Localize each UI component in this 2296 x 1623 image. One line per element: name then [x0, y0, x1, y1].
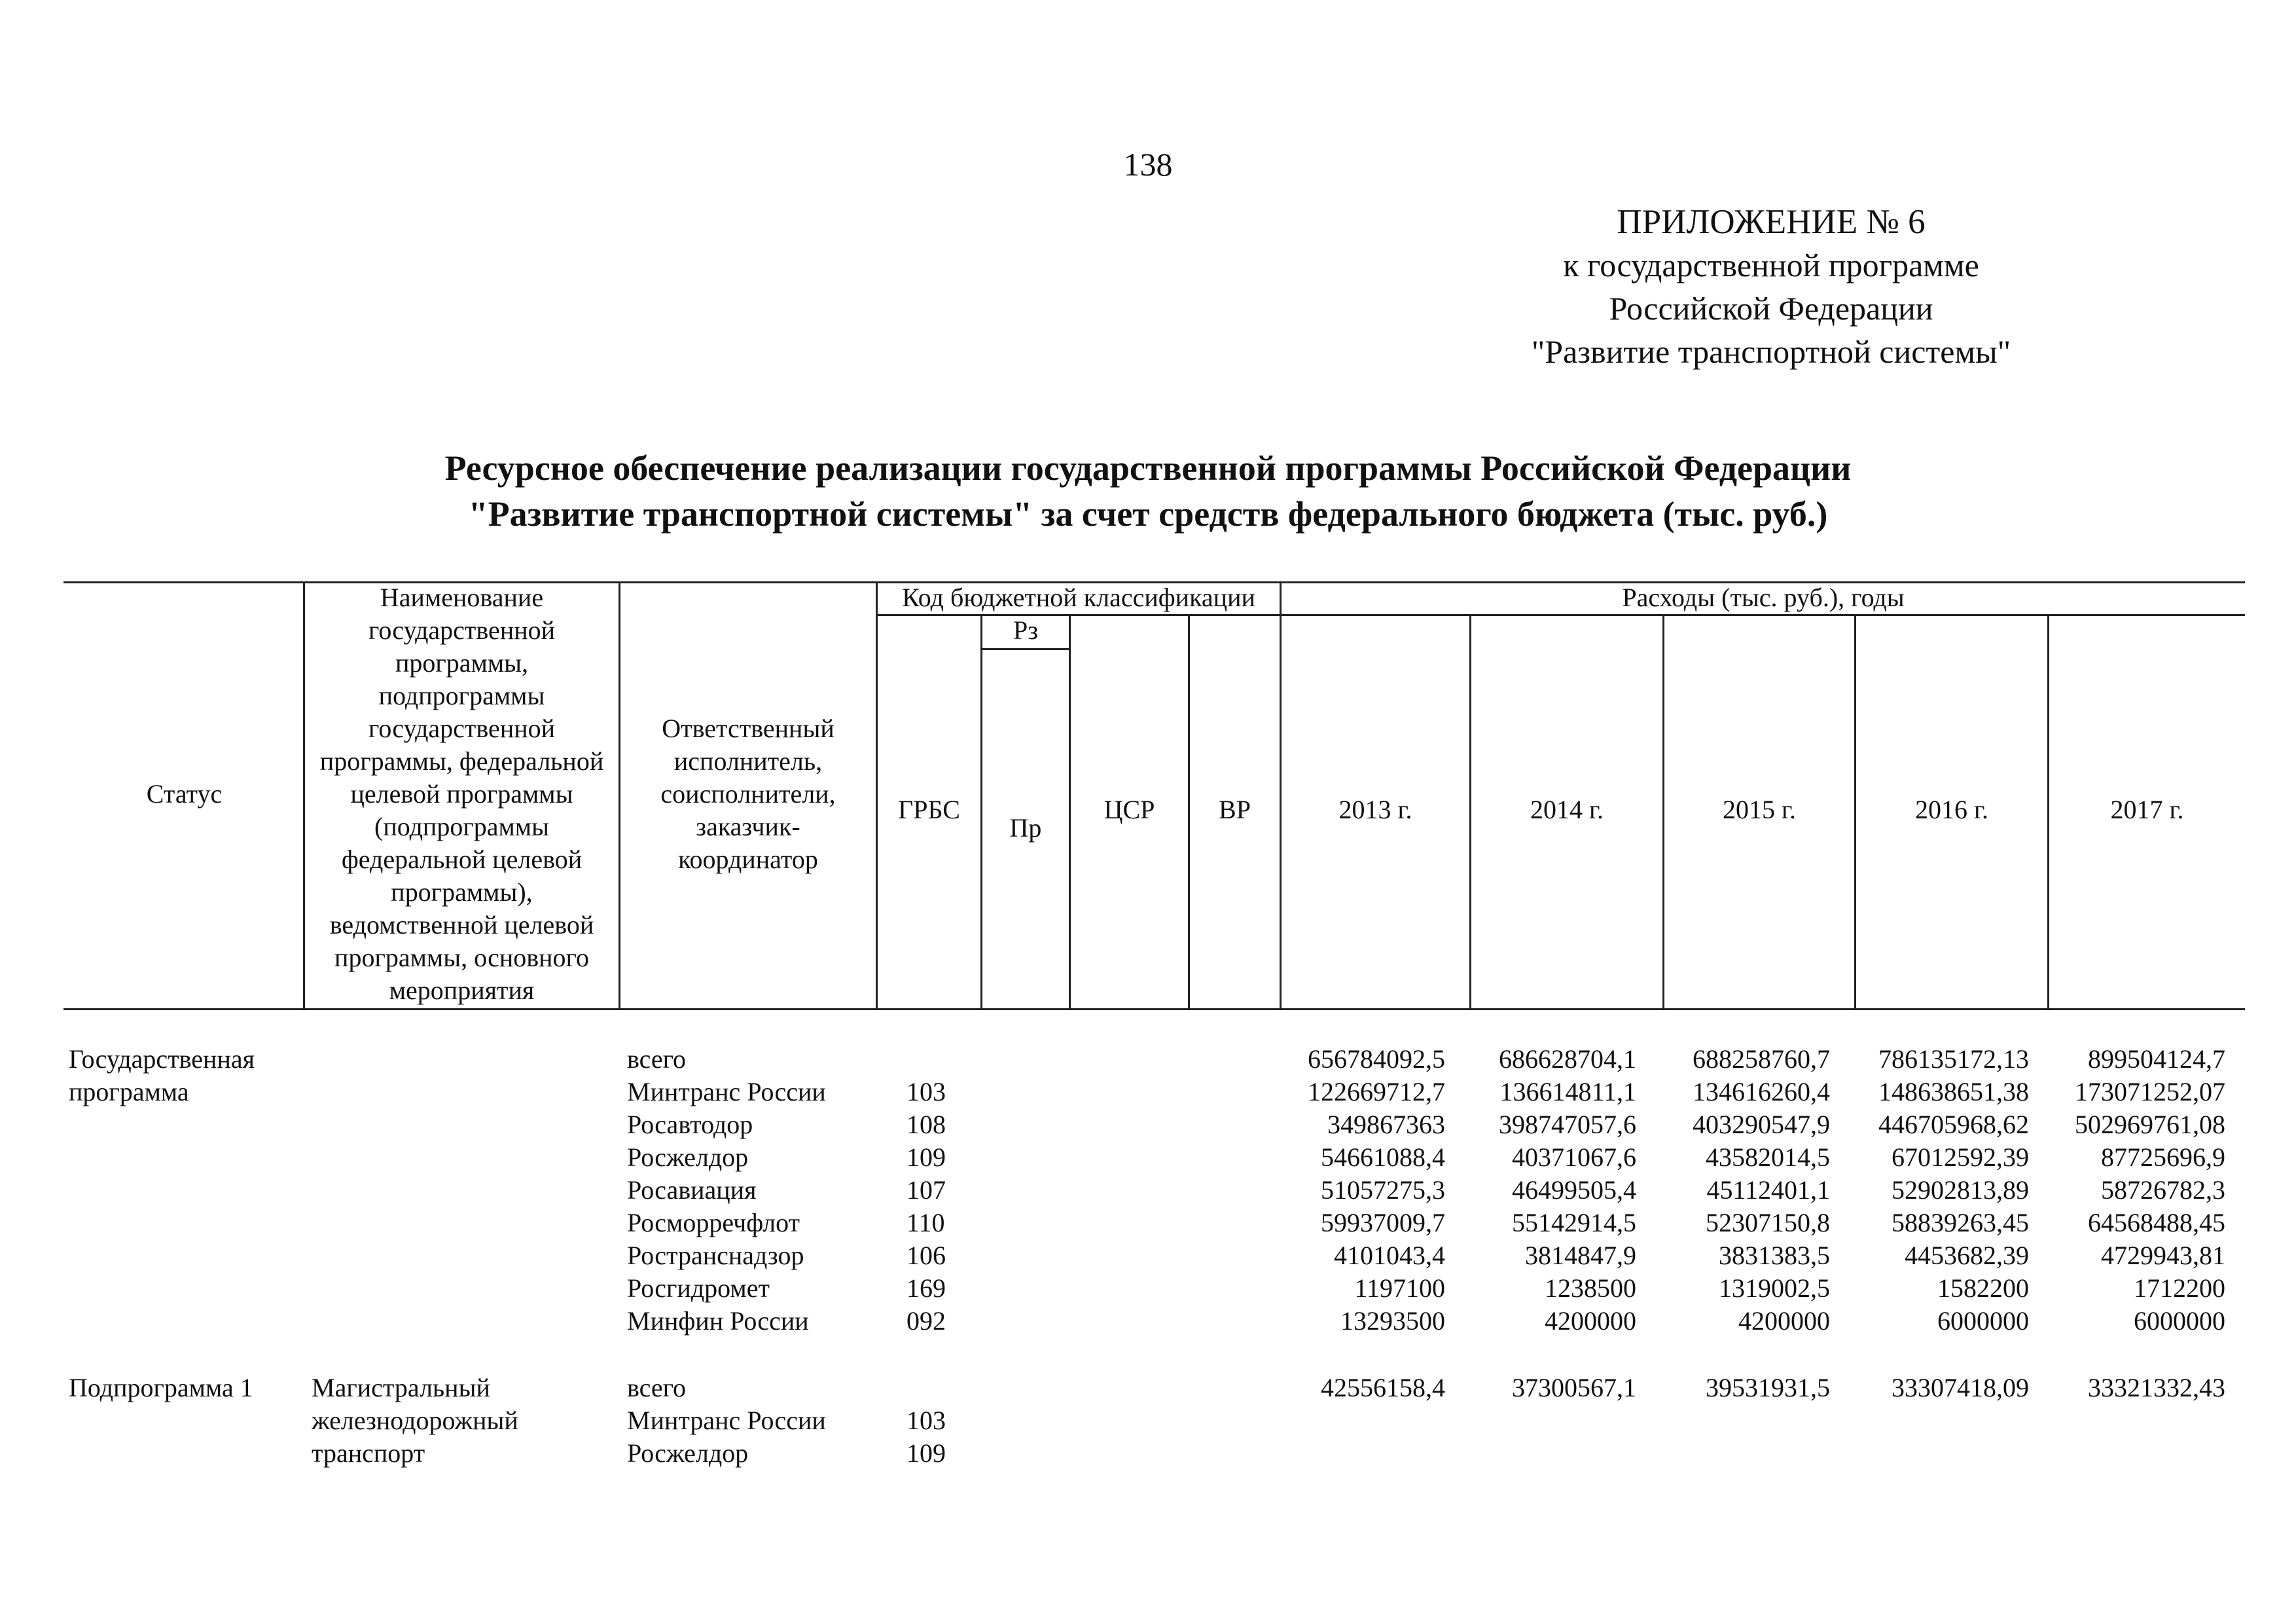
- row-executor: Росморречфлот: [627, 1208, 800, 1237]
- row-executor: Росавтодор: [627, 1110, 753, 1139]
- header-bottom-border: [63, 1008, 2245, 1010]
- row-value: 55142914,5: [1512, 1208, 1636, 1237]
- header-name-line: подпрограммы: [378, 681, 545, 710]
- row-value: 1238500: [1545, 1273, 1636, 1303]
- row-executor: Росжелдор: [627, 1438, 749, 1468]
- row-value: 122669712,7: [1308, 1077, 1445, 1106]
- row-value: 67012592,39: [1892, 1142, 2029, 1172]
- row-value: 64568488,45: [2088, 1208, 2225, 1237]
- row-status: программа: [69, 1077, 189, 1106]
- header-rz-border: [982, 648, 1070, 650]
- row-value: 40371067,6: [1512, 1142, 1636, 1172]
- header-name-line: государственной: [368, 615, 556, 645]
- row-executor: всего: [627, 1044, 687, 1074]
- header-year: 2015 г.: [1723, 795, 1796, 824]
- row-value: 58726782,3: [2101, 1175, 2225, 1205]
- header-executor-line: исполнитель,: [673, 746, 823, 776]
- row-grbs: 106: [906, 1241, 946, 1270]
- header-grbs: ГРБС: [898, 795, 960, 824]
- row-value: 46499505,4: [1512, 1175, 1636, 1205]
- row-value: 4729943,81: [2101, 1241, 2225, 1270]
- row-value: 656784092,5: [1308, 1044, 1445, 1074]
- header-name-line: государственной: [368, 714, 556, 743]
- header-name-line: программы, основного: [334, 943, 589, 972]
- row-grbs: 109: [906, 1438, 946, 1468]
- row-value: 134616260,4: [1693, 1077, 1830, 1106]
- title-line: Ресурсное обеспечение реализации государственной программы Российской Федерации: [444, 448, 1852, 488]
- header-year: 2016 г.: [1915, 795, 1988, 824]
- header-executor-line: заказчик-: [696, 812, 800, 841]
- row-value: 688258760,7: [1693, 1044, 1830, 1074]
- header-executor-line: координатор: [678, 845, 818, 874]
- row-executor: Росавиация: [627, 1175, 757, 1205]
- row-value: 58839263,45: [1892, 1208, 2029, 1237]
- document-title: [0, 445, 2296, 537]
- row-value: 148638651,38: [1878, 1077, 2029, 1106]
- row-name: Магистральный: [312, 1373, 490, 1402]
- row-executor: Минфин России: [627, 1306, 809, 1336]
- row-grbs: 103: [906, 1406, 946, 1435]
- header-sub-border: [877, 614, 2245, 616]
- header-year: 2014 г.: [1530, 795, 1604, 824]
- header-year: 2017 г.: [2110, 795, 2184, 824]
- row-executor: Минтранс России: [627, 1077, 826, 1106]
- row-value: 13293500: [1340, 1306, 1445, 1336]
- row-value: 51057275,3: [1321, 1175, 1445, 1205]
- row-value: 43582014,5: [1706, 1142, 1830, 1172]
- appendix-block: [1444, 200, 2098, 373]
- header-vr: ВР: [1219, 795, 1251, 824]
- row-value: 4101043,4: [1334, 1241, 1445, 1270]
- header-name-line: программы),: [391, 877, 533, 907]
- row-value: 1712200: [2134, 1273, 2225, 1303]
- header-name-line: мероприятия: [389, 976, 535, 1005]
- appendix-line: "Развитие транспортной системы": [1531, 333, 2011, 370]
- row-value: 54661088,4: [1321, 1142, 1445, 1172]
- header-csr: ЦСР: [1103, 795, 1155, 824]
- row-executor: Ространснадзор: [627, 1241, 804, 1270]
- header-executor-line: соисполнители,: [660, 779, 836, 809]
- header-executor-line: Ответственный: [662, 714, 834, 743]
- row-grbs: 103: [906, 1077, 946, 1106]
- row-value: 33321332,43: [2088, 1373, 2225, 1402]
- row-value: 4453682,39: [1905, 1241, 2029, 1270]
- row-value: 33307418,09: [1892, 1373, 2029, 1402]
- row-value: 6000000: [1937, 1306, 2029, 1336]
- row-executor: Минтранс России: [627, 1406, 826, 1435]
- row-value: 59937009,7: [1321, 1208, 1445, 1237]
- header-status: Статус: [146, 779, 223, 809]
- row-value: 899504124,7: [2088, 1044, 2225, 1074]
- row-grbs: 110: [906, 1208, 945, 1237]
- row-value: 1197100: [1354, 1273, 1445, 1303]
- row-value: 1582200: [1937, 1273, 2029, 1303]
- row-value: 39531931,5: [1706, 1373, 1830, 1402]
- title-line: "Развитие транспортной системы" за счет средств федерального бюджета (тыс. руб.): [468, 494, 1828, 534]
- row-status: Подпрограмма 1: [69, 1373, 253, 1402]
- row-grbs: 107: [906, 1175, 946, 1205]
- row-grbs: 169: [906, 1273, 946, 1303]
- row-value: 6000000: [2134, 1306, 2225, 1336]
- header-pr: Пр: [1009, 813, 1042, 843]
- appendix-line: к государственной программе: [1563, 247, 1979, 283]
- row-grbs: 109: [906, 1142, 946, 1172]
- row-value: 446705968,62: [1878, 1110, 2029, 1139]
- row-value: 398747057,6: [1499, 1110, 1636, 1139]
- row-value: 502969761,08: [2075, 1110, 2225, 1139]
- header-name-line: ведомственной целевой: [329, 910, 594, 939]
- header-name-line: программы, федеральной: [319, 746, 604, 776]
- page-number: 138: [1123, 146, 1173, 183]
- row-value: 403290547,9: [1693, 1110, 1830, 1139]
- header-year: 2013 г.: [1338, 795, 1412, 824]
- row-value: 3814847,9: [1525, 1241, 1636, 1270]
- header-name-line: программы,: [395, 648, 529, 678]
- header-name-line: целевой программы: [350, 779, 573, 809]
- row-executor: Росжелдор: [627, 1142, 749, 1172]
- row-name: железнодорожный: [312, 1406, 518, 1435]
- row-grbs: 108: [906, 1110, 946, 1139]
- row-value: 42556158,4: [1321, 1373, 1445, 1402]
- row-value: 1319002,5: [1719, 1273, 1830, 1303]
- header-name-line: федеральной целевой: [341, 845, 583, 874]
- row-executor: всего: [627, 1373, 687, 1402]
- header-name-line: Наименование: [380, 583, 544, 612]
- row-value: 173071252,07: [2075, 1077, 2225, 1106]
- header-expenses: Расходы (тыс. руб.), годы: [1622, 583, 1905, 612]
- row-value: 136614811,1: [1499, 1077, 1636, 1106]
- row-grbs: 092: [906, 1306, 946, 1336]
- row-value: 45112401,1: [1706, 1175, 1830, 1205]
- row-status: Государственная: [69, 1044, 255, 1074]
- appendix-title: ПРИЛОЖЕНИЕ № 6: [1617, 203, 1926, 241]
- row-value: 349867363: [1327, 1110, 1445, 1139]
- row-value: 52902813,89: [1892, 1175, 2029, 1205]
- row-value: 3831383,5: [1719, 1241, 1830, 1270]
- row-value: 52307150,8: [1706, 1208, 1830, 1237]
- row-value: 87725696,9: [2101, 1142, 2225, 1172]
- header-name-line: (подпрограммы: [374, 812, 549, 841]
- row-executor: Росгидромет: [627, 1273, 770, 1303]
- row-value: 786135172,13: [1878, 1044, 2029, 1074]
- row-value: 37300567,1: [1512, 1373, 1636, 1402]
- row-value: 686628704,1: [1499, 1044, 1636, 1074]
- header-rz: Рз: [1013, 615, 1039, 645]
- header-budget-code: Код бюджетной классификации: [902, 583, 1255, 612]
- appendix-line: Российской Федерации: [1609, 290, 1933, 327]
- row-name: транспорт: [312, 1438, 425, 1468]
- row-value: 4200000: [1545, 1306, 1636, 1336]
- col-divider: [980, 614, 982, 1008]
- row-value: 4200000: [1738, 1306, 1830, 1336]
